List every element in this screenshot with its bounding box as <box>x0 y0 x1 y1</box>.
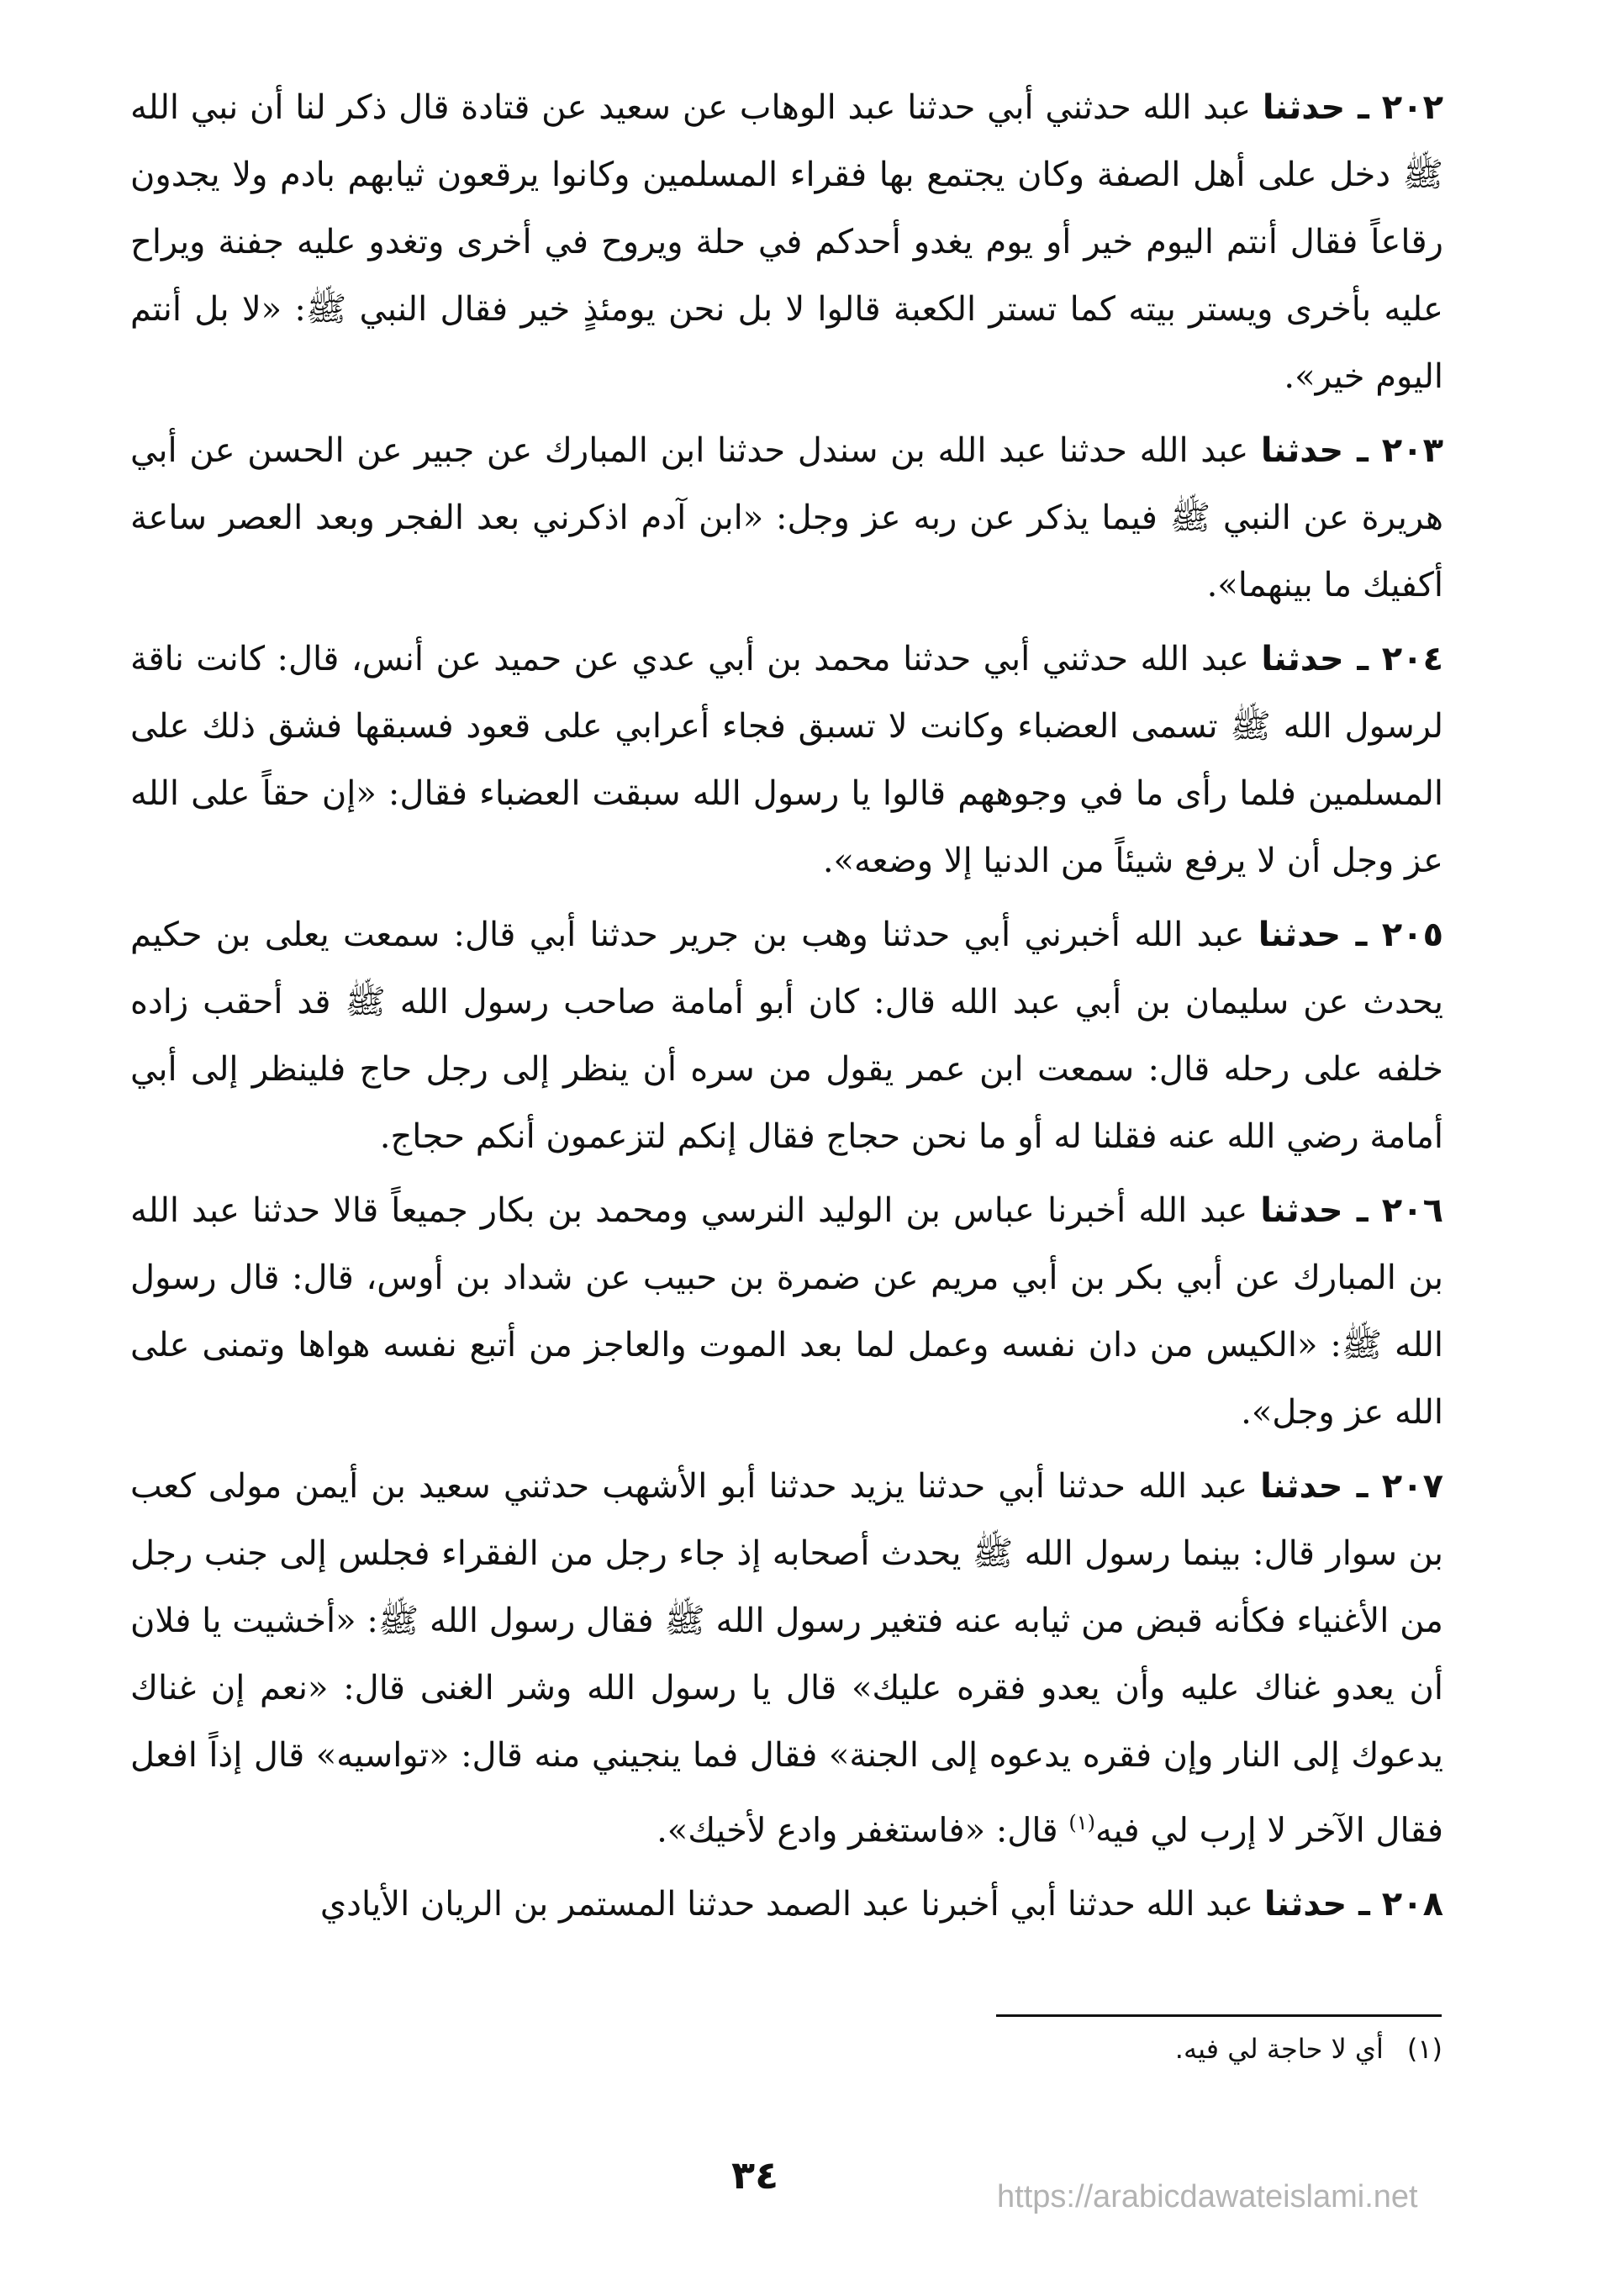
page-body <box>130 74 1443 1945</box>
hadith-208: ٢٠٨ ـ حدثنا عبد الله حدثنا أبي أخبرنا عبد الصمد حدثنا المستمر بن الريان الأيادي <box>319 1885 1443 1924</box>
hadith-206: ٢٠٦ ـ حدثنا عبد الله أخبرنا عباس بن الوليد النرسي ومحمد بن بكار جميعاً قالا حدثنا عبد الله بن المبارك عن أبي بكر بن أبي مريم عن ضمرة بن حبيب عن شداد بن أوس، قال: قال رسول الله ﷺ: «الكيس من دان نفسه وعمل لما بعد الموت والعاجز من أتبع نفسه هواها وتمنى على الله عز وجل». <box>130 1191 1443 1432</box>
hadith-number: ٢٠٧ <box>1381 1467 1443 1506</box>
hadith-text: عبد الله أخبرنا عباس بن الوليد النرسي ومحمد بن بكار جميعاً قالا حدثنا عبد الله بن المبارك عن أبي بكر بن أبي مريم عن ضمرة بن حبيب عن شداد بن أوس، قال: قال رسول الله ﷺ: «الكيس من دان نفسه وعمل لما بعد الموت والعاجز من أتبع نفسه هواها وتمنى على الله عز وجل». <box>130 1191 1443 1432</box>
hadith-203: ٢٠٣ ـ حدثنا عبد الله حدثنا عبد الله بن سندل حدثنا ابن المبارك عن جبير عن الحسن عن أبي هريرة عن النبي ﷺ فيما يذكر عن ربه عز وجل: «ابن آدم اذكرني بعد الفجر وبعد العصر ساعة أكفيك ما بينهما». <box>130 431 1444 604</box>
footnote-separator <box>996 2014 1442 2017</box>
hadith-205: ٢٠٥ ـ حدثنا عبد الله أخبرني أبي حدثنا وهب بن جرير حدثنا أبي قال: سمعت يعلى بن حكيم يحدث عن سليمان بن أبي عبد الله قال: كان أبو أمامة صاحب رسول الله ﷺ قد أحقب زاده خلفه على رحله قال: سمعت ابن عمر يقول من سره أن ينظر إلى رجل حاج فلينظر إلى أبي أمامة رضي الله عنه فقلنا له أو ما نحن حجاج فقال إنكم لتزعمون أنكم حجاج. <box>130 916 1444 1156</box>
hadith-text: عبد الله حدثنا أبي حدثنا يزيد حدثنا أبو الأشهب حدثني سعيد بن أيمن مولى كعب بن سوار قال: بينما رسول الله ﷺ يحدث أصحابه إذ جاء رجل من الفقراء فجلس إلى جنب رجل من الأغنياء فكأنه قبض من ثيابه عنه فتغير رسول الله ﷺ فقال رسول الله ﷺ: «أخشيت يا فلان أن يعدو غناك عليه وأن يعدو فقره عليك» قال يا رسول الله وشر الغنى قال: «نعم إن غناك يدعوك إلى النار وإن فقره يدعوه إلى الجنة» فقال فما ينجيني منه قال: «تواسيه» قال إذاً افعل فقال الآخر لا إرب لي فيه <box>130 1467 1444 1850</box>
footnote <box>1175 2033 1442 2065</box>
hadith-keyword: حدثنا <box>1260 431 1344 470</box>
hadith-keyword: حدثنا <box>1258 916 1342 954</box>
watermark-url: https://arabicdawateislami.net <box>997 2179 1418 2214</box>
hadith-text: عبد الله حدثنا عبد الله بن سندل حدثنا ابن المبارك عن جبير عن الحسن عن أبي هريرة عن النبي ﷺ فيما يذكر عن ربه عز وجل: «ابن آدم اذكرني بعد الفجر وبعد العصر ساعة أكفيك ما بينهما». <box>130 431 1444 604</box>
hadith-keyword: حدثنا <box>1262 88 1346 127</box>
page-number: ٣٤ <box>731 2152 779 2198</box>
hadith-keyword: حدثنا <box>1263 1885 1347 1924</box>
hadith-keyword: حدثنا <box>1261 640 1344 678</box>
footnote-text: أي لا حاجة لي فيه. <box>1174 2033 1384 2065</box>
footnote-reference[interactable]: (١) <box>1068 1811 1096 1834</box>
hadith-text: عبد الله حدثنا أبي أخبرنا عبد الصمد حدثنا المستمر بن الريان الأيادي <box>319 1885 1254 1924</box>
hadith-text: عبد الله حدثني أبي حدثنا محمد بن أبي عدي عن حميد عن أنس، قال: كانت ناقة لرسول الله ﷺ تسمى العضباء وكانت لا تسبق فجاء أعرابي على قعود فسبقها فشق ذلك على المسلمين فلما رأى ما في وجوههم قالوا يا رسول الله سبقت العضباء فقال: «إن حقاً على الله عز وجل أن لا يرفع شيئاً من الدنيا إلا وضعه». <box>130 640 1444 880</box>
hadith-text-continued: قال: «فاستغفر وادع لأخيك». <box>657 1811 1069 1850</box>
hadith-keyword: حدثنا <box>1260 1191 1343 1230</box>
hadith-number: ٢٠٣ <box>1381 431 1443 470</box>
hadith-number: ٢٠٢ <box>1381 88 1443 127</box>
footnote-mark: (١) <box>1406 2033 1442 2065</box>
hadith-text: عبد الله حدثني أبي حدثنا عبد الوهاب عن سعيد عن قتادة قال ذكر لنا أن نبي الله ﷺ دخل على أهل الصفة وكان يجتمع بها فقراء المسلمين وكانوا يرقعون ثيابهم بادم ولا يجدون رقاعاً فقال أنتم اليوم خير أو يوم يغدو أحدكم في حلة ويروح في أخرى وتغدو عليه جفنة ويراح عليه بأخرى ويستر بيته كما تستر الكعبة قالوا لا بل نحن يومئذٍ خير فقال النبي ﷺ: «لا بل أنتم اليوم خير». <box>130 88 1444 396</box>
hadith-number: ٢٠٤ <box>1381 640 1443 678</box>
hadith-text: عبد الله أخبرني أبي حدثنا وهب بن جرير حدثنا أبي قال: سمعت يعلى بن حكيم يحدث عن سليمان بن أبي عبد الله قال: كان أبو أمامة صاحب رسول الله ﷺ قد أحقب زاده خلفه على رحله قال: سمعت ابن عمر يقول من سره أن ينظر إلى رجل حاج فلينظر إلى أبي أمامة رضي الله عنه فقلنا له أو ما نحن حجاج فقال إنكم لتزعمون أنكم حجاج. <box>130 916 1443 1156</box>
hadith-number: ٢٠٥ <box>1381 916 1444 954</box>
hadith-keyword: حدثنا <box>1260 1467 1343 1506</box>
hadith-202: ٢٠٢ ـ حدثنا عبد الله حدثني أبي حدثنا عبد الوهاب عن سعيد عن قتادة قال ذكر لنا أن نبي الله ﷺ دخل على أهل الصفة وكان يجتمع بها فقراء المسلمين وكانوا يرقعون ثيابهم بادم ولا يجدون رقاعاً فقال أنتم اليوم خير أو يوم يغدو أحدكم في حلة ويروح في أخرى وتغدو عليه جفنة ويراح عليه بأخرى ويستر بيته كما تستر الكعبة قالوا لا بل نحن يومئذٍ خير فقال النبي ﷺ: «لا بل أنتم اليوم خير». <box>130 88 1444 396</box>
hadith-207: ٢٠٧ ـ حدثنا عبد الله حدثنا أبي حدثنا يزيد حدثنا أبو الأشهب حدثني سعيد بن أيمن مولى كعب بن سوار قال: بينما رسول الله ﷺ يحدث أصحابه إذ جاء رجل من الفقراء فجلس إلى جنب رجل من الأغنياء فكأنه قبض من ثيابه عنه فتغير رسول الله ﷺ فقال رسول الله ﷺ: «أخشيت يا فلان أن يعدو غناك عليه وأن يعدو فقره عليك» قال يا رسول الله وشر الغنى قال: «نعم إن غناك يدعوك إلى النار وإن فقره يدعوه إلى الجنة» فقال فما ينجيني منه قال: «تواسيه» قال إذاً افعل فقال الآخر لا إرب لي فيه$^{(١)}$ قال: «فاستغفر وادع لأخيك». <box>130 1467 1444 1850</box>
hadith-number: ٢٠٦ <box>1381 1191 1443 1230</box>
hadith-number: ٢٠٨ <box>1381 1885 1443 1924</box>
hadith-204: ٢٠٤ ـ حدثنا عبد الله حدثني أبي حدثنا محمد بن أبي عدي عن حميد عن أنس، قال: كانت ناقة لرسول الله ﷺ تسمى العضباء وكانت لا تسبق فجاء أعرابي على قعود فسبقها فشق ذلك على المسلمين فلما رأى ما في وجوههم قالوا يا رسول الله سبقت العضباء فقال: «إن حقاً على الله عز وجل أن لا يرفع شيئاً من الدنيا إلا وضعه». <box>130 640 1444 880</box>
